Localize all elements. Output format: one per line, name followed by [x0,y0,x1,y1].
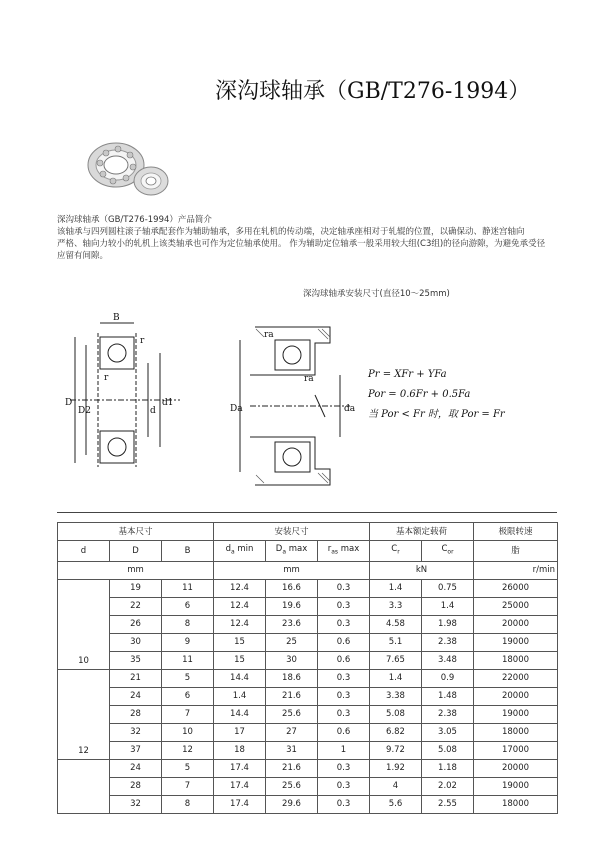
table-cell: 3.48 [422,651,474,669]
table-cell: 4.58 [370,615,422,633]
table-cell: 0.6 [318,651,370,669]
spec-table [57,522,558,814]
label-ra-top: ra [264,330,274,340]
table-row [58,597,558,615]
table-row [58,669,558,687]
table-cell: 18000 [474,651,558,669]
table-cell: 7.65 [370,651,422,669]
table-cell: 12.4 [214,597,266,615]
intro-body [57,226,557,262]
table-cell: 0.3 [318,687,370,705]
section-divider [57,512,557,513]
table-cell: 21.6 [266,759,318,777]
table-cell: 6 [162,687,214,705]
intro-heading: 深沟球轴承（GB/T276-1994）产品简介 [57,215,212,225]
table-cell: 19 [110,579,162,597]
table-cell: 19000 [474,777,558,795]
table-cell: 16.6 [266,579,318,597]
table-cell: 17.4 [214,759,266,777]
col-Da-max: $D_a$ max [266,541,318,562]
table-cell: 1.4 [370,669,422,687]
table-row [58,705,558,723]
table-cell: 30 [110,633,162,651]
header-basic: 基本尺寸 [58,523,214,541]
table-cell: 0.6 [318,633,370,651]
table-body [58,579,558,813]
table-cell: 0.3 [318,579,370,597]
intro-line: 该轴承与四列圆柱滚子轴承配套作为辅助轴承，多用在轧机的传动端，决定轴承座相对于轧辊的位置，以确保动、静迷宫轴向 [57,227,525,237]
header-install: 安装尺寸 [214,523,370,541]
col-grease: 脂 [474,541,558,562]
col-d: d [58,541,110,562]
table-cell: 20000 [474,759,558,777]
intro-line: 应留有间隙。 [57,251,109,261]
mounting-drawing [240,327,350,485]
table-cell: 31 [266,741,318,759]
col-Cor: $C_{or}$ [422,541,474,562]
table-cell: 17 [214,723,266,741]
table-cell: 1.92 [370,759,422,777]
formula-3: 当 Por < Fr 时，取 Por = Fr [368,409,505,420]
table-cell: 28 [110,705,162,723]
formula-1: Pr = XFr + YFa [368,369,447,380]
bearing-photo [76,133,176,208]
table-cell: 8 [162,795,214,813]
table-row [58,741,558,759]
label-r: r [140,336,145,346]
table-cell: 30 [266,651,318,669]
table-cell: 22000 [474,669,558,687]
table-cell: 0.9 [422,669,474,687]
table-cell: 10 [162,723,214,741]
table-cell: 25000 [474,597,558,615]
table-cell: 15 [214,633,266,651]
table-cell: 12 [162,741,214,759]
table-cell: 5 [162,669,214,687]
table-row [58,633,558,651]
formula-2: Por = 0.6Fr + 0.5Fa [368,389,471,400]
table-cell: 32 [110,723,162,741]
table-cell: 12.4 [214,579,266,597]
table-cell: 3.38 [370,687,422,705]
table-cell: 18 [214,741,266,759]
table-cell: 5.08 [370,705,422,723]
table-cell: 9 [162,633,214,651]
unit-install: mm [214,561,370,579]
unit-load: kN [370,561,474,579]
table-cell: 5.08 [422,741,474,759]
label-Da: Da [230,404,243,414]
table-cell: 8 [162,615,214,633]
table-cell: 1.48 [422,687,474,705]
bore-diameter-cell [58,759,110,813]
header-load: 基本额定载荷 [370,523,474,541]
table-cell: 18000 [474,723,558,741]
table-cell: 17.4 [214,795,266,813]
table-cell: 0.3 [318,777,370,795]
table-cell: 2.38 [422,705,474,723]
table-cell: 37 [110,741,162,759]
units-row [58,561,558,579]
table-cell: 1.4 [422,597,474,615]
col-D: D [110,541,162,562]
table-cell: 25.6 [266,777,318,795]
table-cell: 21.6 [266,687,318,705]
table-cell: 0.75 [422,579,474,597]
table-cell: 25 [266,633,318,651]
table-cell: 11 [162,579,214,597]
table-cell: 24 [110,759,162,777]
group-header-row [58,523,558,541]
intro-line: 严格、轴向力较小的轧机上该类轴承也可作为定位轴承使用。 作为辅助定位轴承一般采用较大组(C3组)的径向游隙，为避免承受径 [57,239,546,249]
table-cell: 0.3 [318,669,370,687]
table-cell: 17.4 [214,777,266,795]
col-Cr: $C_r$ [370,541,422,562]
table-cell: 7 [162,705,214,723]
table-row [58,759,558,777]
table-cell: 0.3 [318,705,370,723]
label-d1: d1 [162,398,174,408]
table-row [58,723,558,741]
table-cell: 12.4 [214,615,266,633]
table-cell: 5.1 [370,633,422,651]
column-header-row [58,541,558,562]
table-cell: 3.3 [370,597,422,615]
col-ras-max: $r_{as}$ max [318,541,370,562]
table-cell: 19000 [474,705,558,723]
label-D: D [65,398,73,408]
label-D2: D2 [78,406,91,416]
header-limit: 极限转速 [474,523,558,541]
table-cell: 1 [318,741,370,759]
table-cell: 20000 [474,687,558,705]
bore-diameter-cell: 12 [58,669,110,759]
label-da: da [344,404,356,414]
table-cell: 28 [110,777,162,795]
table-cell: 14.4 [214,705,266,723]
label-ra: ra [304,374,314,384]
table-cell: 27 [266,723,318,741]
label-B: B [113,313,120,323]
bearing-section-drawing [70,323,180,467]
table-row [58,579,558,597]
table-cell: 26000 [474,579,558,597]
unit-speed: r/min [474,561,558,579]
table-cell: 0.3 [318,597,370,615]
table-cell: 2.38 [422,633,474,651]
table-cell: 18.6 [266,669,318,687]
label-d: d [150,406,156,416]
col-da-min: $d_a$ min [214,541,266,562]
table-cell: 21 [110,669,162,687]
unit-basic: mm [58,561,214,579]
table-cell: 29.6 [266,795,318,813]
table-cell: 17000 [474,741,558,759]
table-cell: 19000 [474,633,558,651]
table-cell: 3.05 [422,723,474,741]
table-cell: 26 [110,615,162,633]
diagram-caption: 深沟球轴承安装尺寸(直径10～25mm) [303,289,450,299]
table-cell: 5 [162,759,214,777]
table-cell: 15 [214,651,266,669]
table-cell: 23.6 [266,615,318,633]
table-cell: 6.82 [370,723,422,741]
table-cell: 2.55 [422,795,474,813]
table-cell: 35 [110,651,162,669]
table-cell: 0.3 [318,795,370,813]
table-cell: 11 [162,651,214,669]
installation-diagram [50,305,560,505]
table-row [58,615,558,633]
table-cell: 9.72 [370,741,422,759]
table-cell: 24 [110,687,162,705]
table-cell: 6 [162,597,214,615]
table-cell: 1.4 [370,579,422,597]
table-cell: 1.4 [214,687,266,705]
table-cell: 20000 [474,615,558,633]
col-B: B [162,541,214,562]
page-title: 深沟球轴承（GB/T276-1994） [215,79,531,104]
table-row [58,777,558,795]
table-row [58,687,558,705]
label-r2: r [104,373,109,383]
table-row [58,651,558,669]
bore-diameter-cell: 10 [58,579,110,669]
table-cell: 0.6 [318,723,370,741]
table-cell: 7 [162,777,214,795]
table-cell: 1.18 [422,759,474,777]
table-cell: 1.98 [422,615,474,633]
table-row [58,795,558,813]
table-cell: 0.3 [318,759,370,777]
table-cell: 0.3 [318,615,370,633]
table-cell: 25.6 [266,705,318,723]
table-cell: 2.02 [422,777,474,795]
table-cell: 5.6 [370,795,422,813]
table-cell: 19.6 [266,597,318,615]
table-cell: 14.4 [214,669,266,687]
table-cell: 4 [370,777,422,795]
table-cell: 22 [110,597,162,615]
table-cell: 32 [110,795,162,813]
table-cell: 18000 [474,795,558,813]
